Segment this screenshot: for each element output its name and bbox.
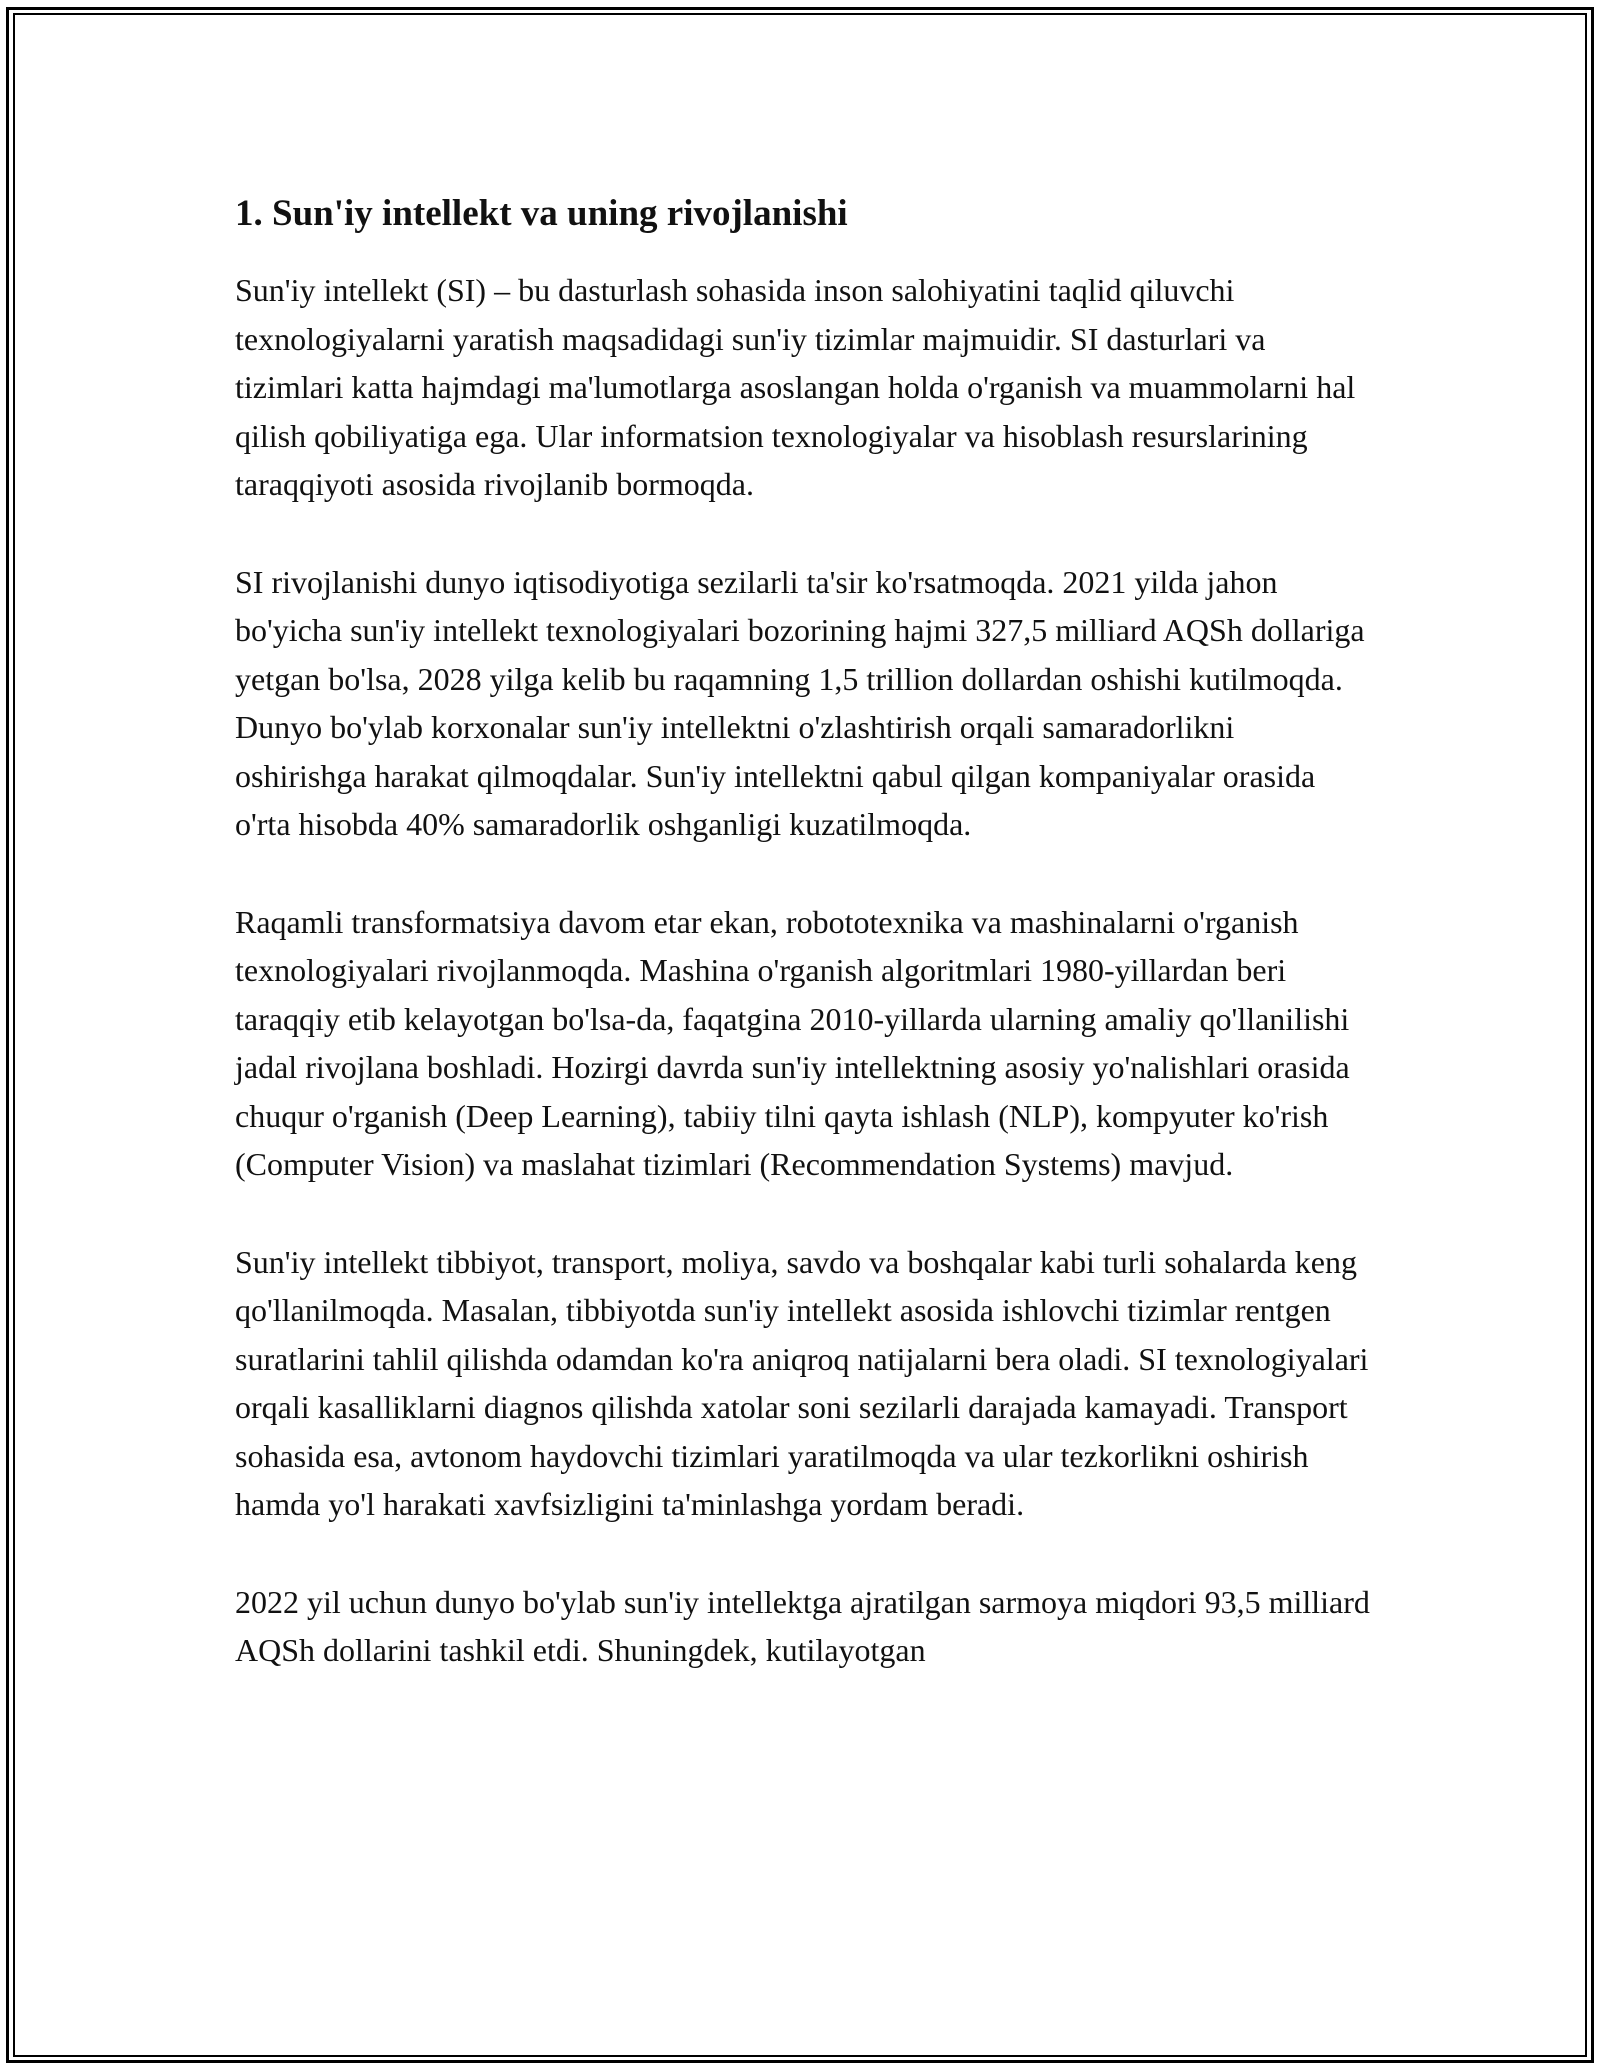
section-heading: 1. Sun'iy intellekt va uning rivojlanishi	[235, 193, 848, 234]
paragraph-1: Sun'iy intellekt (SI) – bu dasturlash sohasida inson salohiyatini taqlid qiluvchi texnologiyalarni yaratish maqsadidagi sun'iy tizimlar majmuidir. SI dasturlari va tizimlari katta hajmdagi ma'lumotlarga asoslangan holda o'rganish va muammolarni hal qilish qobiliyatiga ega. Ular informatsion texnologiyalar va hisoblash resurslarining taraqqiyoti asosida rivojlanib bormoqda.	[235, 272, 1356, 502]
paragraph-3: Raqamli transformatsiya davom etar ekan, robototexnika va mashinalarni o'rganish texnologiyalari rivojlanmoqda. Mashina o'rganish algoritmlari 1980-yillardan beri taraqqiy etib kelayotgan bo'lsa-da, faqatgina 2010-yillarda ularning amaliy qo'llanilishi jadal rivojlana boshladi. Hozirgi davrda sun'iy intellektning asosiy yo'nalishlari orasida chuqur o'rganish (Deep Learning), tabiiy tilni qayta ishlash (NLP), kompyuter ko'rish (Computer Vision) va maslahat tizimlari (Recommendation Systems) mavjud.	[235, 903, 1350, 1182]
paragraph-4: Sun'iy intellekt tibbiyot, transport, moliya, savdo va boshqalar kabi turli sohalarda keng qo'llanilmoqda. Masalan, tibbiyotda sun'iy intellekt asosida ishlovchi tizimlar rentgen suratlarini tahlil qilishda odamdan ko'ra aniqroq natijalarni bera oladi. SI texnologiyalari orqali kasalliklarni diagnos qilishda xatolar soni sezilarli darajada kamayadi. Transport sohasida esa, avtonom haydovchi tizimlari yaratilmoqda va ular tezkorlikni oshirish hamda yo'l harakati xavfsizligini ta'minlashga yordam beradi.	[235, 1243, 1369, 1522]
paragraph-5: 2022 yil uchun dunyo bo'ylab sun'iy intellektga ajratilgan sarmoya miqdori 93,5 milliard AQSh dollarini tashkil etdi. Shuningdek, kutilayotgan	[235, 1583, 1370, 1668]
paragraph-2: SI rivojlanishi dunyo iqtisodiyotiga sezilarli ta'sir ko'rsatmoqda. 2021 yilda jahon bo'yicha sun'iy intellekt texnologiyalari bozorining hajmi 327,5 milliard AQSh dollariga yetgan bo'lsa, 2028 yilga kelib bu raqamning 1,5 trillion dollardan oshishi kutilmoqda. Dunyo bo'ylab korxonalar sun'iy intellektni o'zlashtirish orqali samaradorlikni oshirishga harakat qilmoqdalar. Sun'iy intellektni qabul qilgan kompaniyalar orasida o'rta hisobda 40% samaradorlik oshganligi kuzatilmoqda.	[235, 563, 1365, 842]
document-body	[235, 188, 1370, 1724]
